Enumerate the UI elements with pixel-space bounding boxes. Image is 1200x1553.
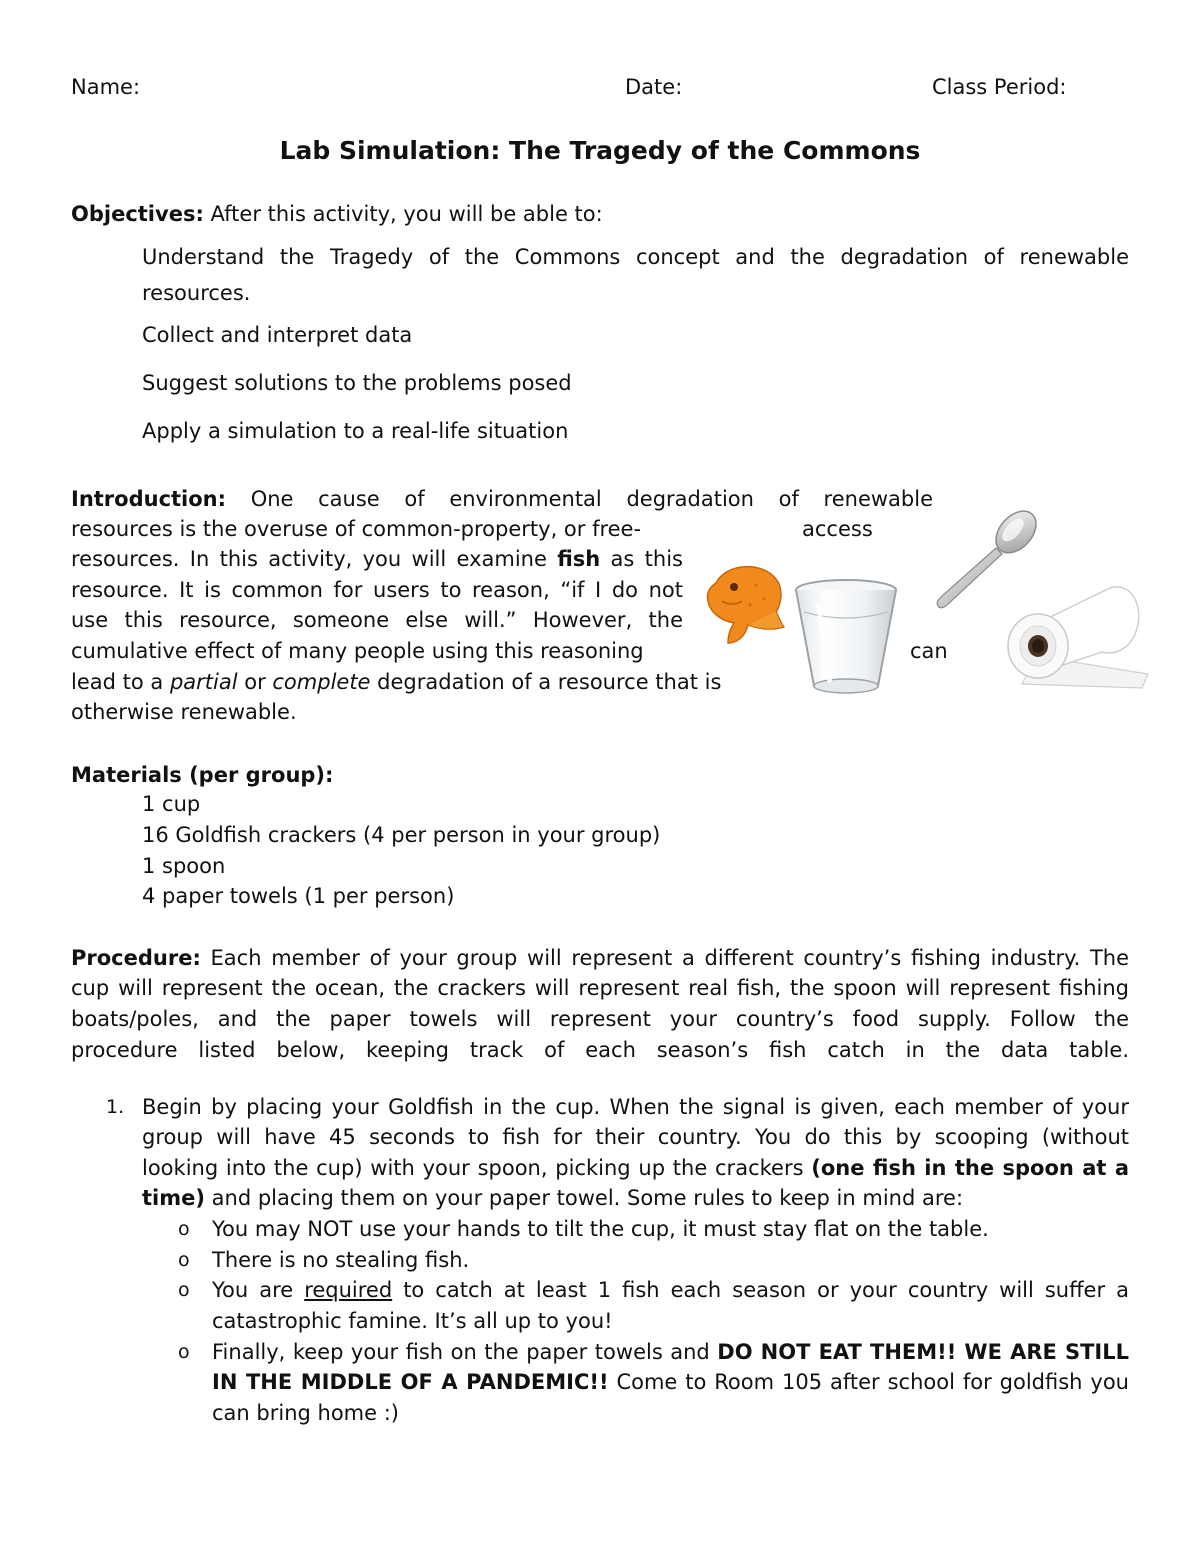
rule-item-continued: can bring home :) [212, 1401, 399, 1425]
page-title: Lab Simulation: The Tragedy of the Commons [279, 136, 921, 165]
procedure-line-2: cup will represent the ocean, the crackers will represent real fish, the spoon will represent fishing [71, 976, 1129, 1000]
bullet-marker: o [178, 1279, 190, 1301]
procedure-line-1: Procedure: Each member of your group will represent a different country’s fishing industry. The [71, 946, 1129, 970]
date-label: Date: [625, 75, 683, 99]
goldfish-cracker-icon [698, 555, 790, 647]
intro-line-6: cumulative effect of many people using this reasoning [71, 639, 644, 663]
step-number: 1. [106, 1096, 125, 1118]
class-period-label: Class Period: [932, 75, 1067, 99]
intro-line-2: resources is the overuse of common-property, or free- [71, 517, 642, 541]
name-label: Name: [71, 75, 141, 99]
bullet-marker: o [178, 1218, 190, 1240]
paper-towel-roll-icon [1002, 572, 1152, 696]
bullet-marker: o [178, 1341, 190, 1363]
material-item: 4 paper towels (1 per person) [142, 884, 455, 908]
bullet-marker: o [178, 1249, 190, 1271]
rule-item: You are required to catch at least 1 fish each season or your country will suffer a [212, 1278, 1129, 1302]
objectives-label: Objectives: [71, 202, 204, 226]
step1-line-1: Begin by placing your Goldfish in the cup. When the signal is given, each member of your [142, 1095, 1129, 1119]
objectives-heading [71, 199, 603, 229]
objectives-intro: After this activity, you will be able to: [203, 202, 603, 226]
material-item: 16 Goldfish crackers (4 per person in your group) [142, 823, 661, 847]
introduction-label: Introduction: [71, 487, 227, 511]
rule-item: Finally, keep your fish on the paper towels and DO NOT EAT THEM!! WE ARE STILL [212, 1340, 1129, 1364]
intro-line-7: lead to a partial or complete degradation of a resource that is [71, 670, 722, 694]
intro-line-4: resource. It is common for users to reason, “if I do not [71, 578, 683, 602]
procedure-line-4: procedure listed below, keeping track of each season’s fish catch in the data table. [71, 1038, 1129, 1062]
step1-line-2: group will have 45 seconds to fish for their country. You do this by scooping (without [142, 1125, 1129, 1149]
intro-line-6-end: can [910, 639, 948, 663]
rule-item: There is no stealing fish. [212, 1248, 470, 1272]
procedure-label: Procedure: [71, 946, 201, 970]
materials-label: Materials (per group): [71, 763, 334, 787]
step1-line-3: looking into the cup) with your spoon, picking up the crackers (one fish in the spoon at a [142, 1156, 1129, 1180]
intro-line-2-end: access [802, 517, 873, 541]
intro-line-3: resources. In this activity, you will examine fish as this [71, 547, 683, 571]
objective-item: Apply a simulation to a real-life situation [142, 419, 569, 443]
step1-line-4: time) and placing them on your paper towel. Some rules to keep in mind are: [142, 1186, 964, 1210]
intro-line-5: use this resource, someone else will.” However, the [71, 608, 683, 632]
intro-line-1: Introduction: One cause of environmental degradation of renewable [71, 487, 933, 511]
objective-item: Suggest solutions to the problems posed [142, 371, 572, 395]
rule-item-continued: IN THE MIDDLE OF A PANDEMIC!! Come to Room 105 after school for goldfish you [212, 1370, 1129, 1394]
objective-item: Collect and interpret data [142, 323, 413, 347]
plastic-cup-icon [792, 578, 900, 696]
rule-item-continued: catastrophic famine. It’s all up to you! [212, 1309, 613, 1333]
objective-item: Understand the Tragedy of the Commons concept and the degradation of renewable [142, 245, 1129, 269]
objective-item: resources. [142, 281, 251, 305]
material-item: 1 cup [142, 792, 201, 816]
rule-item: You may NOT use your hands to tilt the cup, it must stay flat on the table. [212, 1217, 989, 1241]
intro-line-8: otherwise renewable. [71, 700, 297, 724]
procedure-line-3: boats/poles, and the paper towels will represent your country’s food supply. Follow the [71, 1007, 1129, 1031]
material-item: 1 spoon [142, 854, 226, 878]
